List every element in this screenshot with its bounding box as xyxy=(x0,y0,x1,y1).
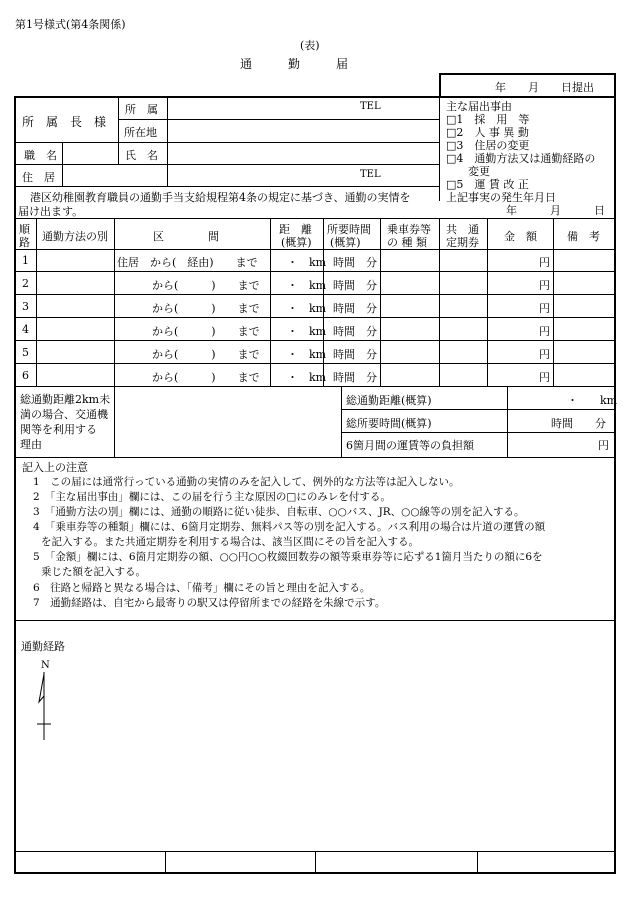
divider xyxy=(270,218,271,386)
short-distance-reason-label: 関等を利用する xyxy=(20,423,97,436)
residence-label: 住 居 xyxy=(22,171,55,184)
row-amount[interactable]: 円 xyxy=(539,302,550,315)
row-number: 6 xyxy=(22,369,29,382)
divider xyxy=(380,218,381,386)
form-side-label: (表) xyxy=(300,39,320,52)
row-section[interactable]: から( ) まで xyxy=(152,279,260,292)
residence-tel[interactable]: TEL xyxy=(360,169,381,180)
col-no-header: 路 xyxy=(19,236,30,249)
divider xyxy=(15,271,615,272)
divider xyxy=(341,386,342,458)
form-right-border xyxy=(614,73,616,873)
reason-item[interactable]: □4 通勤方法又は通勤経路の xyxy=(446,152,596,165)
row-section[interactable]: 住居 から( 経由) まで xyxy=(117,256,258,269)
divider xyxy=(15,218,615,219)
divider xyxy=(15,142,439,143)
row-time[interactable]: 時間 分 xyxy=(333,348,377,361)
address-label: 所在地 xyxy=(124,126,157,139)
reason-item[interactable]: □3 住居の変更 xyxy=(446,139,530,152)
col-method-header: 通勤方法の別 xyxy=(42,230,108,243)
submit-date[interactable]: 年 月 日提出 xyxy=(495,81,594,94)
divider xyxy=(15,457,615,458)
divider xyxy=(165,851,166,872)
col-pass-header: 共 通 xyxy=(446,223,479,236)
total-time-label: 総所要時間(概算) xyxy=(346,417,432,430)
divider xyxy=(62,164,63,187)
divider xyxy=(315,851,316,872)
col-time-header: (概算) xyxy=(330,236,361,249)
row-section[interactable]: から( ) まで xyxy=(152,325,260,338)
reason-item[interactable]: □1 採 用 等 xyxy=(446,113,530,126)
row-distance[interactable]: ・ km xyxy=(287,279,327,292)
row-time[interactable]: 時間 分 xyxy=(333,371,377,384)
divider xyxy=(15,164,439,165)
col-amount-header: 金 額 xyxy=(504,230,537,243)
divider xyxy=(439,97,440,201)
divider xyxy=(36,218,37,386)
divider xyxy=(15,386,615,387)
statement-line: 港区幼稚園教育職員の通勤手当支給規程第4条の規定に基づき、通勤の実情を xyxy=(30,191,411,204)
row-distance[interactable]: ・ km xyxy=(287,348,327,361)
divider xyxy=(15,249,615,250)
name-label: 氏 名 xyxy=(125,149,158,162)
form-title: 通 勤 届 xyxy=(240,57,349,71)
divider xyxy=(15,317,615,318)
divider xyxy=(15,363,615,364)
statement-line: 届け出ます。 xyxy=(18,205,84,218)
divider xyxy=(487,218,488,386)
addressee-label: 所 属 長 様 xyxy=(22,115,107,129)
divider xyxy=(118,119,439,120)
post-label: 職 名 xyxy=(24,149,57,162)
north-label: N xyxy=(41,660,50,671)
col-pass-header: 定期券 xyxy=(446,236,479,249)
fare-label: 6箇月間の運賃等の負担額 xyxy=(346,439,474,452)
col-time-header: 所要時間 xyxy=(327,223,371,236)
reason-item[interactable]: □2 人 事 異 動 xyxy=(446,126,529,139)
event-date-label: 上記事実の発生年月日 xyxy=(446,191,556,204)
note-line: 5 「金額」欄には、6箇月定期券の額、○○円○○枚綴回数券の額等乗車券等に応ずる1箇月当たりの額に6を xyxy=(33,551,543,563)
note-line: 7 通勤経路は、自宅から最寄りの駅又は停留所までの経路を朱線で示す。 xyxy=(33,597,386,609)
date-box-left xyxy=(439,73,441,97)
col-ticket-header: 乗車券等 xyxy=(387,223,431,236)
row-time[interactable]: 時間 分 xyxy=(333,302,377,315)
note-line: 乗じた額を記入する。 xyxy=(41,566,146,578)
row-distance[interactable]: ・ km xyxy=(287,371,327,384)
form-bottom-border xyxy=(14,872,616,874)
note-line: 6 往路と帰路と異なる場合は、「備考」欄にその旨と理由を記入する。 xyxy=(33,582,371,594)
row-amount[interactable]: 円 xyxy=(539,256,550,269)
row-section[interactable]: から( ) まで xyxy=(152,348,260,361)
divider xyxy=(118,97,119,164)
divider xyxy=(341,432,615,433)
row-distance[interactable]: ・ km xyxy=(287,302,327,315)
total-distance-label: 総通勤距離(概算) xyxy=(346,394,432,407)
row-distance[interactable]: ・ km xyxy=(287,256,327,269)
col-section-header: 区 間 xyxy=(153,230,219,243)
row-section[interactable]: から( ) まで xyxy=(152,371,260,384)
row-time[interactable]: 時間 分 xyxy=(333,279,377,292)
form-number: 第1号様式(第4条関係) xyxy=(15,18,126,31)
divider xyxy=(553,218,554,386)
note-line: 4 「乗車券等の種類」欄には、6箇月定期券、無料パス等の別を記入する。バス利用の場合は片道の運賃の額 xyxy=(33,521,546,533)
col-distance-header: 距 離 xyxy=(279,223,312,236)
event-date[interactable]: 年 月 日 xyxy=(506,204,605,217)
divider xyxy=(15,340,615,341)
office-tel[interactable]: TEL xyxy=(360,101,381,112)
divider xyxy=(62,142,63,164)
row-section[interactable]: から( ) まで xyxy=(152,302,260,315)
short-distance-reason-label: 理由 xyxy=(20,438,42,451)
divider xyxy=(439,218,440,386)
row-number: 2 xyxy=(22,277,29,290)
route-heading: 通勤経路 xyxy=(21,640,65,653)
date-box-top xyxy=(439,73,615,75)
office-label: 所 属 xyxy=(125,103,158,116)
note-line: 3 「通勤方法の別」欄には、通勤の順路に従い徒歩、自転車、○○バス、JR、○○線等の別を記入する。 xyxy=(33,506,525,518)
notes-heading: 記入上の注意 xyxy=(22,461,88,474)
reason-item-cont: 変更 xyxy=(446,165,490,178)
col-distance-header: (概算) xyxy=(281,236,312,249)
total-time-value[interactable]: 時間 分 xyxy=(551,417,606,430)
col-no-header: 順 xyxy=(19,223,30,236)
note-line: 2 「主な届出事由」欄には、この届を行う主な原因の□にのみレを付する。 xyxy=(33,491,391,503)
row-time[interactable]: 時間 分 xyxy=(333,325,377,338)
note-line: を記入する。また共通定期券を利用する場合は、該当区間にその旨を記入する。 xyxy=(41,536,419,548)
divider xyxy=(15,294,615,295)
row-number: 1 xyxy=(22,254,29,267)
fare-value[interactable]: 円 xyxy=(598,439,609,452)
note-line: 1 この届には通常行っている通勤の実情のみを記入して、例外的な方法等は記入しない。 xyxy=(33,476,460,488)
col-ticket-header: の 種 類 xyxy=(387,236,427,249)
row-time[interactable]: 時間 分 xyxy=(333,256,377,269)
row-amount[interactable]: 円 xyxy=(539,371,550,384)
col-remarks-header: 備 考 xyxy=(567,230,600,243)
reason-item[interactable]: □5 運 賃 改 正 xyxy=(446,178,529,191)
divider xyxy=(507,386,508,458)
divider xyxy=(114,218,115,458)
row-amount[interactable]: 円 xyxy=(539,325,550,338)
row-number: 5 xyxy=(22,346,29,359)
row-amount[interactable]: 円 xyxy=(539,348,550,361)
row-amount[interactable]: 円 xyxy=(539,279,550,292)
row-distance[interactable]: ・ km xyxy=(287,325,327,338)
form-top-border xyxy=(14,96,616,98)
divider xyxy=(477,851,478,872)
short-distance-reason-label: 総通勤距離2km未 xyxy=(20,393,111,406)
divider xyxy=(15,186,439,187)
route-map-area[interactable] xyxy=(16,622,614,850)
short-distance-reason-label: 満の場合、交通機 xyxy=(20,408,108,421)
row-number: 3 xyxy=(22,300,29,313)
divider xyxy=(341,409,615,410)
row-number: 4 xyxy=(22,323,29,336)
divider xyxy=(15,620,615,621)
reasons-heading: 主な届出事由 xyxy=(446,100,512,113)
total-distance-value[interactable]: ・ km xyxy=(567,394,618,407)
